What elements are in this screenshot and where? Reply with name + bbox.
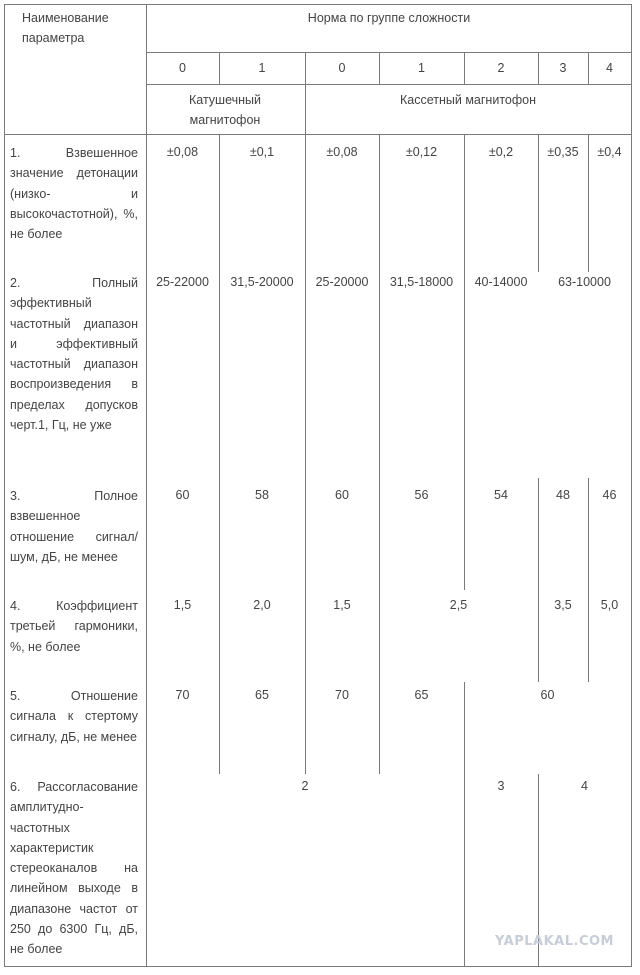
value-cell: 54 [494, 488, 508, 502]
value-cell: 25-22000 [156, 275, 209, 289]
value-cell: 25-20000 [315, 275, 369, 289]
value-cell: 40-14000 [474, 275, 528, 289]
param-name: 5. Отношение сигнала к стертому сигналу, дБ, не менее [10, 689, 138, 744]
value-cell: 63-10000 [558, 275, 611, 289]
value-cell: 65 [255, 688, 269, 702]
param-name: 6. Рассогласование амплитудно-частотных характеристик стереоканалов на линейном выходе в диапазоне частот от 250 до 6300 Гц, дБ, не более [10, 780, 138, 957]
value-cell: 31,5-18000 [389, 275, 454, 289]
group-label: 1 [418, 61, 425, 75]
group-label: 2 [497, 61, 505, 75]
param-name: 3. Полное взвешенное отношение сигнал/шум, дБ, не менее [10, 489, 138, 564]
value-cell: 56 [414, 488, 429, 502]
value-cell: ±0,08 [166, 145, 199, 159]
value-cell: ±0,12 [405, 145, 438, 159]
body-divider [538, 478, 539, 682]
value-cell: 46 [602, 488, 617, 502]
value-cell: 60 [335, 488, 349, 502]
group-label: 0 [338, 61, 346, 75]
group-label: 4 [606, 61, 613, 75]
body-divider [464, 134, 465, 590]
value-cell: 2,0 [253, 598, 271, 612]
value-cell: 31,5-20000 [230, 275, 294, 289]
table-border-top [4, 4, 632, 5]
body-divider [219, 134, 220, 774]
body-divider [588, 478, 589, 682]
body-divider [305, 134, 306, 774]
value-cell: 3,5 [554, 598, 572, 612]
body-divider [464, 774, 465, 967]
param-column-header: Наименование параметра [22, 11, 109, 45]
value-cell: ±0,1 [249, 145, 275, 159]
group-label: 0 [179, 61, 186, 75]
body-divider [379, 134, 380, 774]
group-label: 3 [559, 61, 567, 75]
value-cell: ±0,35 [547, 145, 579, 159]
value-cell: 58 [255, 488, 269, 502]
table-border-left [4, 4, 5, 967]
watermark-logo: YAPLAKAL.COM [495, 934, 614, 949]
value-cell: 60 [175, 488, 190, 502]
param-name: 4. Коэффициент третьей гармоники, %, не более [10, 599, 138, 654]
param-name: 2. Полный эффективный частотный диапазон и эффективный частотный диапазон воспроизведения в пределах допусков черт.1, Гц, не уже [10, 276, 138, 433]
value-cell: 48 [556, 488, 570, 502]
table-border-right [631, 4, 632, 967]
value-cell: 70 [175, 688, 190, 702]
value-cell: ±0,4 [597, 145, 622, 159]
device-cassette-header: Кассетный магнитофон [399, 93, 536, 107]
value-cell: 3 [497, 779, 505, 793]
value-cell: ±0,2 [488, 145, 514, 159]
value-cell: 1,5 [333, 598, 351, 612]
value-cell: 70 [335, 688, 349, 702]
value-cell: 2,5 [449, 598, 468, 612]
param-name: 1. Взвешенное значение детонации (низко- и высокочастотной), %, не более [10, 146, 138, 242]
value-cell: 1,5 [173, 598, 192, 612]
norm-group-header: Норма по группе сложности [307, 11, 471, 25]
value-cell: 4 [581, 779, 588, 793]
value-cell: 60 [540, 688, 555, 702]
value-cell: 5,0 [600, 598, 619, 612]
value-cell: ±0,08 [326, 145, 358, 159]
value-cell: 65 [414, 688, 429, 702]
value-cell: 2 [301, 779, 309, 793]
device-reel-header: Катушечный магнитофон [188, 93, 262, 127]
group-label: 1 [258, 61, 266, 75]
